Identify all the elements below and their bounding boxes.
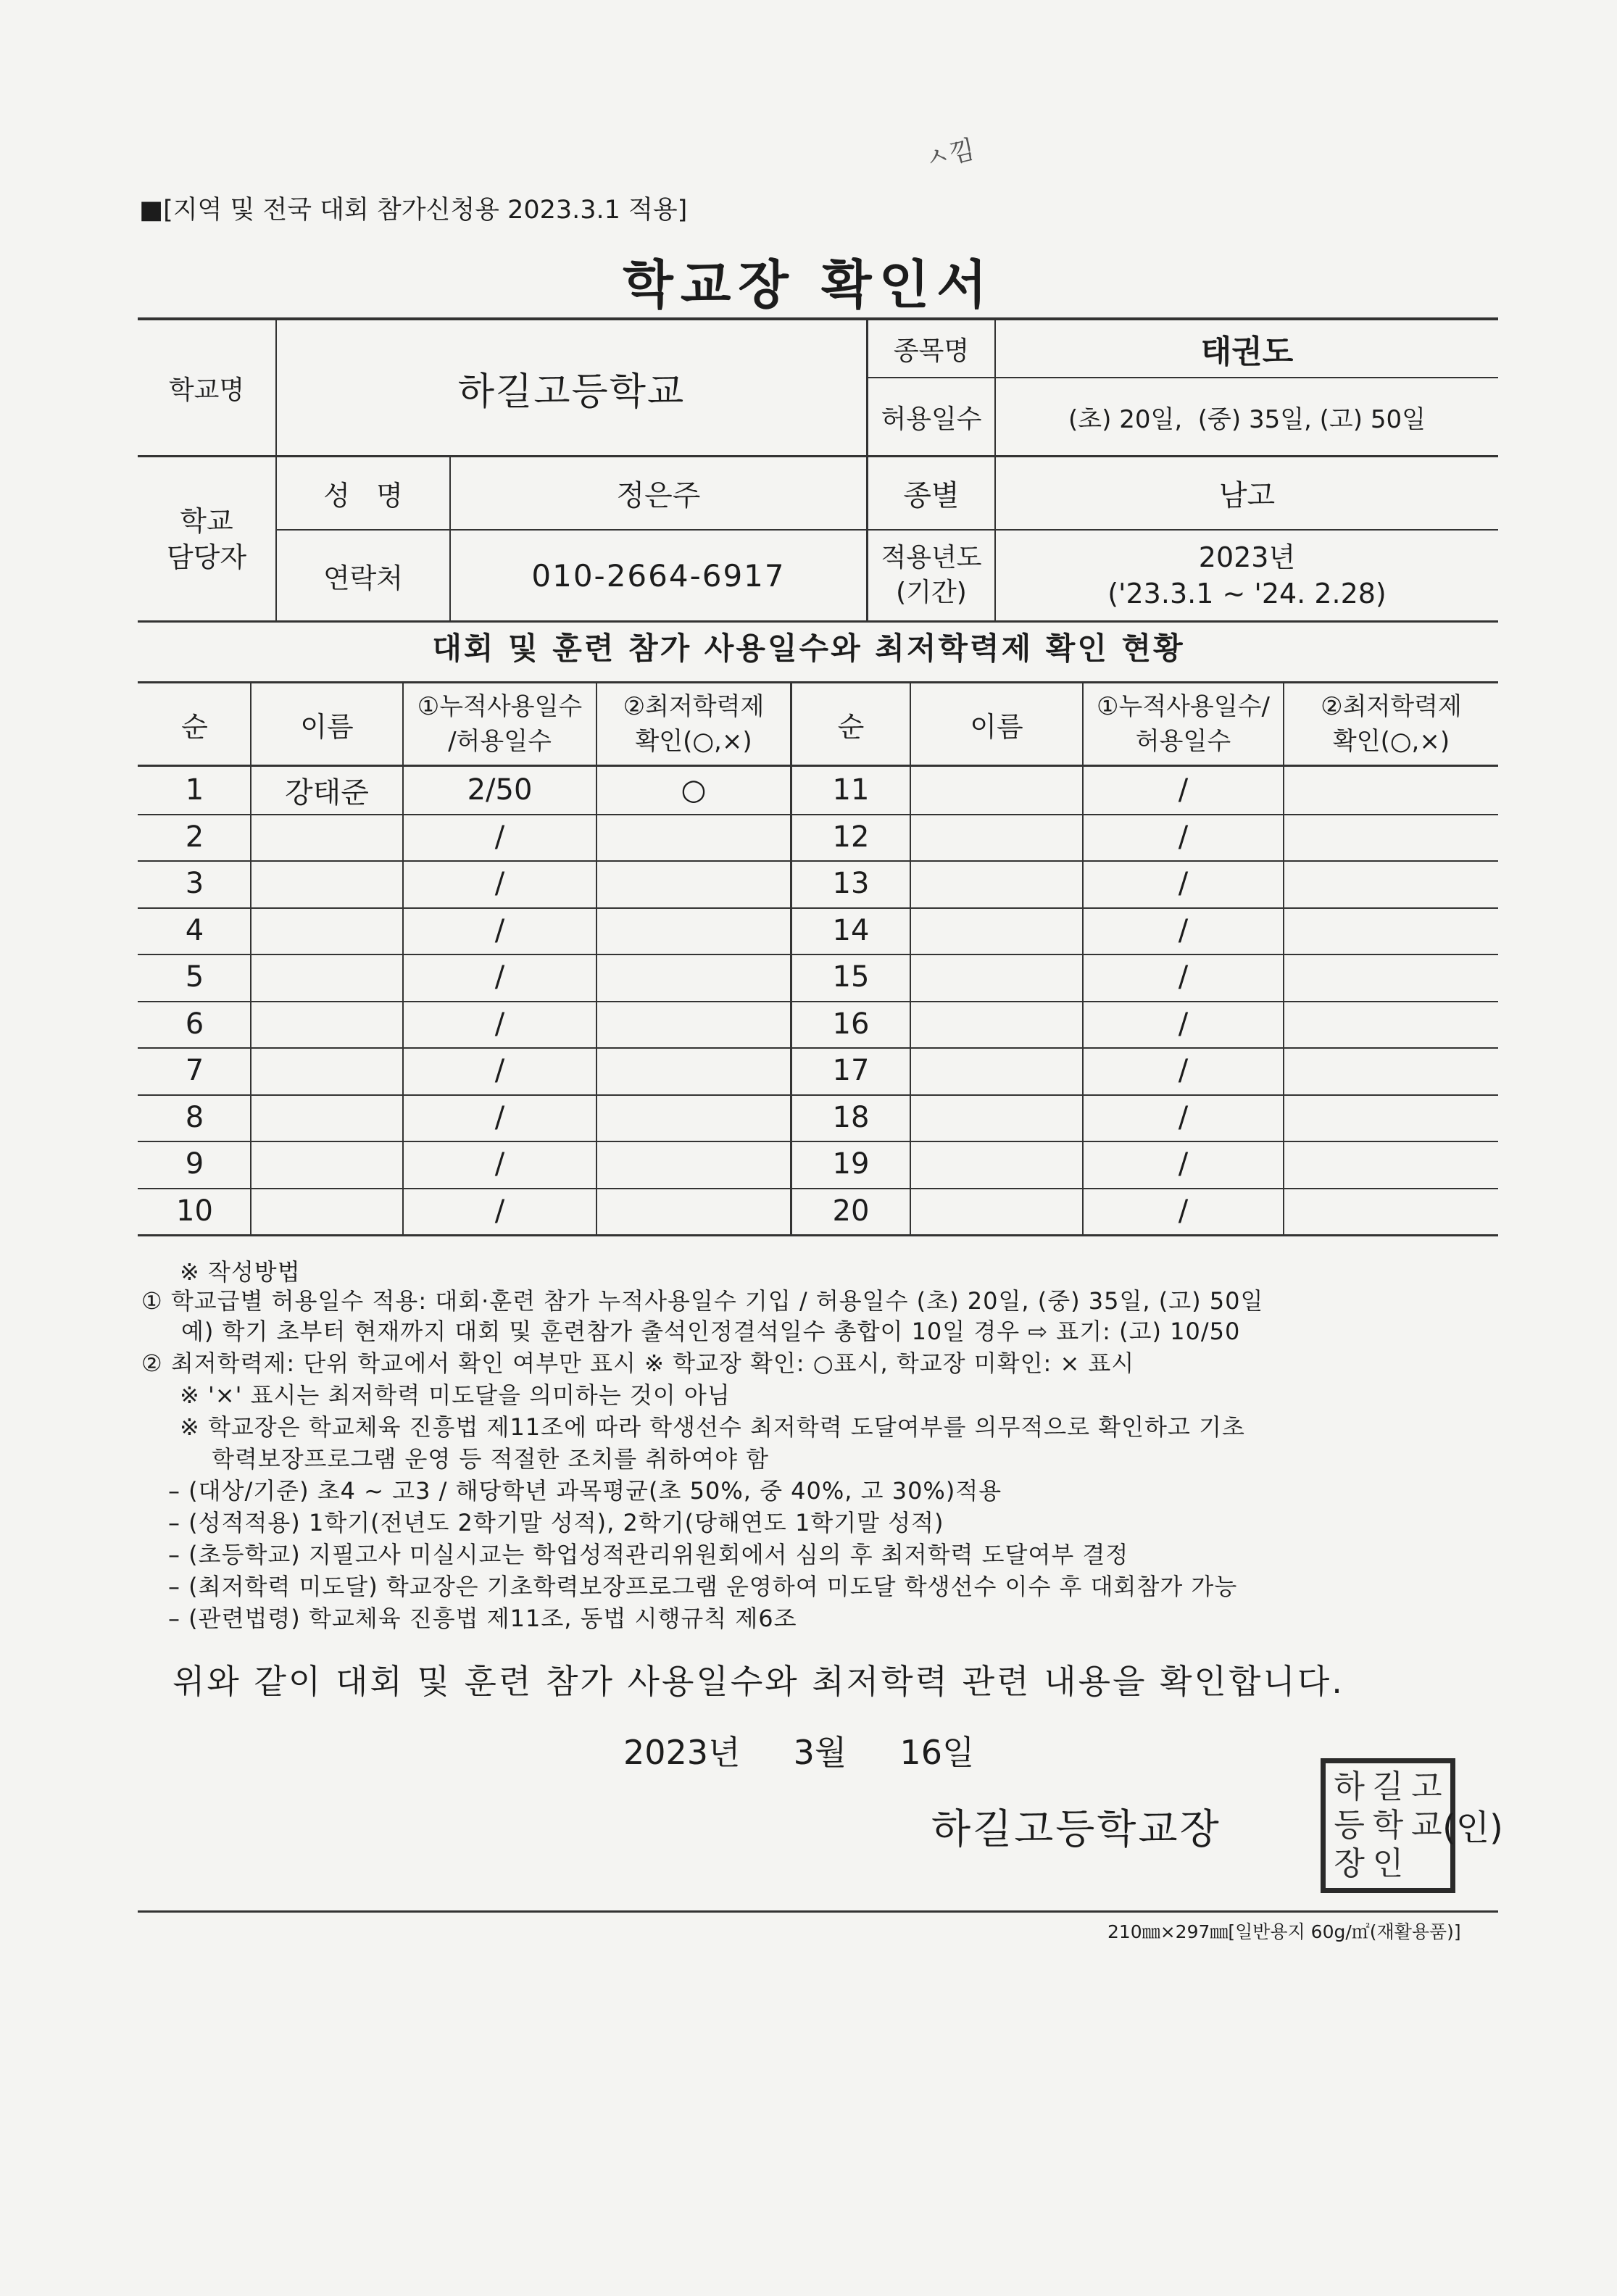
table-cell-check	[1284, 1188, 1498, 1235]
header-days-right-line1: ①누적사용일수/	[1097, 692, 1270, 721]
header-no-right: 순	[837, 710, 865, 743]
table-cell-name	[252, 954, 402, 1001]
table-cell-days: /	[1178, 913, 1189, 947]
table-cell-name	[252, 1094, 402, 1141]
table-row-line	[138, 1001, 790, 1002]
table-col-line	[596, 683, 597, 1234]
header-check-right-line2: 확인(○,×)	[1332, 727, 1450, 756]
table-cell-days: /	[1178, 960, 1189, 994]
table-cell-name	[252, 814, 402, 861]
table-row-line	[790, 1001, 1498, 1002]
contact-phone-label: 연락처	[323, 562, 404, 594]
table-cell-no: 9	[185, 1147, 204, 1181]
table-cell-no: 16	[832, 1007, 870, 1041]
table-cell-name	[911, 814, 1082, 861]
header-check-right	[1284, 683, 1498, 765]
category-label: 종별	[903, 479, 960, 512]
contact-group-label	[138, 457, 275, 620]
header-days-line1: ①누적사용일수	[417, 692, 583, 721]
header-days-line2: /허용일수	[448, 727, 552, 756]
table-cell-name	[252, 1141, 402, 1188]
table-cell-name	[911, 860, 1082, 907]
table-row-line	[790, 907, 1498, 909]
table-cell-days: 2/50	[467, 773, 533, 807]
table-cell-name	[911, 1094, 1082, 1141]
table-cell-name	[911, 1188, 1082, 1235]
table-cell-no: 2	[185, 820, 204, 854]
table-row-line	[790, 814, 1498, 815]
table-cell-name	[252, 860, 402, 907]
table-cell-check	[1284, 1047, 1498, 1094]
table-row-line	[790, 1141, 1498, 1142]
table-cell-check	[1284, 1094, 1498, 1141]
seal-suffix: (인)	[1442, 1808, 1503, 1848]
table-cell-name	[911, 954, 1082, 1001]
table-cell-check	[597, 814, 790, 861]
table-cell-days: /	[494, 960, 505, 994]
note-line: – (초등학교) 지필고사 미실시교는 학업성적관리위원회에서 심의 후 최저학력 도달여부 결정	[168, 1541, 1129, 1568]
table-cell-check	[1284, 1141, 1498, 1188]
table-cell-check	[1284, 814, 1498, 861]
seal-glyph: 등	[1334, 1806, 1365, 1844]
header-days-right-line2: 허용일수	[1135, 727, 1231, 756]
table-cell-check	[1284, 954, 1498, 1001]
allowed-days-value: (초) 20일, (중) 35일, (고) 50일	[1068, 404, 1426, 434]
sport-value: 태권도	[1200, 333, 1294, 370]
year-value-line2: ('23.3.1 ~ '24. 2.28)	[1107, 578, 1387, 610]
seal-glyph: 학	[1372, 1806, 1404, 1844]
table-cell-check	[1284, 907, 1498, 954]
table-cell-days: /	[494, 1100, 505, 1134]
confirmation-date: 2023년 3월 16일	[623, 1733, 975, 1772]
contact-phone-value: 010-2664-6917	[531, 557, 786, 594]
table-cell-name	[252, 1047, 402, 1094]
table-cell-no: 10	[176, 1194, 213, 1228]
table-cell-no: 4	[185, 913, 204, 947]
school-label: 학교명	[168, 375, 245, 405]
year-label-line2: (기간)	[896, 578, 967, 607]
table-top-border	[138, 681, 1498, 683]
table-cell-check	[597, 1047, 790, 1094]
table-cell-name	[252, 1001, 402, 1048]
confirmation-statement: 위와 같이 대회 및 훈련 참가 사용일수와 최저학력 관련 내용을 확인합니다.	[172, 1662, 1344, 1701]
table-col-line	[250, 683, 252, 1234]
note-line: ① 학교급별 허용일수 적용: 대회·훈련 참가 누적사용일수 기입 / 허용일수 (초) 20일, (중) 35일, (고) 50일	[141, 1287, 1264, 1315]
table-col-line	[402, 683, 404, 1234]
table-cell-days: /	[1178, 867, 1189, 901]
table-cell-check	[597, 954, 790, 1001]
table-cell-no: 20	[832, 1194, 870, 1228]
table-cell-no: 18	[832, 1100, 870, 1134]
contact-name-value: 정은주	[616, 479, 701, 512]
table-cell-days: /	[494, 820, 505, 854]
table-title: 대회 및 훈련 참가 사용일수와 최저학력제 확인 현황	[432, 631, 1185, 666]
table-row-line	[138, 954, 790, 955]
table-cell-name	[911, 1141, 1082, 1188]
table-row-line	[790, 860, 1498, 862]
table-col-line	[1082, 683, 1084, 1234]
header-name-right: 이름	[970, 710, 1023, 743]
table-row-line	[790, 1047, 1498, 1049]
table-cell-days: /	[1178, 1054, 1189, 1088]
note-line: – (대상/기준) 초4 ~ 고3 / 해당학년 과목평균(초 50%, 중 40%, 고 30%)적용	[168, 1477, 1002, 1505]
table-cell-no: 3	[185, 867, 204, 901]
table-cell-no: 1	[185, 773, 204, 807]
note-line: 학력보장프로그램 운영 등 적절한 조치를 취하여야 함	[212, 1445, 770, 1473]
table-cell-check: ○	[681, 773, 707, 807]
seal-glyph: 고	[1411, 1768, 1442, 1805]
table-col-line	[790, 683, 792, 1234]
table-cell-name	[911, 1001, 1082, 1048]
table-cell-days: /	[1178, 1007, 1189, 1041]
table-cell-no: 14	[832, 913, 870, 947]
table-cell-name	[911, 907, 1082, 954]
table-cell-check	[597, 1188, 790, 1235]
seal-glyph: 교	[1411, 1806, 1442, 1844]
table-cell-days: /	[494, 1054, 505, 1088]
document-title: 학교장 확인서	[623, 254, 994, 315]
table-col-line	[910, 683, 911, 1234]
table-cell-check	[597, 1001, 790, 1048]
paper-spec: 210㎜×297㎜[일반용지 60g/㎡(재활용품)]	[1107, 1921, 1461, 1942]
header-no: 순	[181, 710, 208, 743]
table-cell-no: 15	[832, 960, 870, 994]
table-cell-name	[911, 767, 1082, 814]
header-days-right	[1084, 683, 1283, 765]
school-name: 하길고등학교	[457, 370, 686, 414]
table-cell-check	[1284, 767, 1498, 814]
table-cell-name: 강태준	[285, 775, 369, 810]
contact-group-label-line2: 담당자	[166, 541, 247, 573]
note-line: 예) 학기 초부터 현재까지 대회 및 훈련참가 출석인정결석일수 총합이 10일 경우 ⇨ 표기: (고) 10/50	[181, 1318, 1241, 1345]
table-header-border	[138, 765, 1498, 767]
table-row-line	[138, 1047, 790, 1049]
table-cell-check	[1284, 1001, 1498, 1048]
table-bottom-border	[138, 1234, 1498, 1236]
notes-heading: ※ 작성방법	[180, 1258, 301, 1286]
table-cell-days: /	[1178, 773, 1189, 807]
year-label	[868, 531, 994, 620]
table-row-line	[138, 814, 790, 815]
table-cell-no: 6	[185, 1007, 204, 1041]
table-cell-days: /	[1178, 820, 1189, 854]
year-value	[996, 531, 1498, 620]
seal-glyph: 하	[1334, 1768, 1365, 1805]
official-seal	[1321, 1758, 1455, 1893]
seal-glyph: 인	[1372, 1845, 1404, 1883]
header-check-line1: ②최저학력제	[623, 692, 765, 721]
handwritten-mark: ㅅ낌	[922, 135, 978, 175]
table-cell-name	[252, 1188, 402, 1235]
table-cell-check	[1284, 860, 1498, 907]
table-row-line	[790, 1094, 1498, 1096]
header-check-line2: 확인(○,×)	[635, 727, 752, 756]
table-cell-no: 12	[832, 820, 870, 854]
table-cell-check	[597, 1141, 790, 1188]
sport-label: 종목명	[893, 336, 970, 366]
header-check	[597, 683, 790, 765]
table-cell-days: /	[1178, 1194, 1189, 1228]
allowed-days-label: 허용일수	[881, 404, 982, 434]
table-cell-no: 11	[832, 773, 870, 807]
info-bottom-border	[138, 620, 1498, 623]
table-cell-days: /	[494, 867, 505, 901]
table-cell-days: /	[494, 1194, 505, 1228]
table-cell-check	[597, 1094, 790, 1141]
year-value-line1: 2023년	[1198, 541, 1296, 573]
table-row-line	[138, 1141, 790, 1142]
table-cell-name	[252, 907, 402, 954]
table-cell-no: 17	[832, 1054, 870, 1088]
note-line: ※ 학교장은 학교체육 진흥법 제11조에 따라 학생선수 최저학력 도달여부를 의무적으로 확인하고 기초	[180, 1413, 1245, 1441]
principal-name: 하길고등학교장	[931, 1806, 1221, 1853]
table-cell-no: 7	[185, 1054, 204, 1088]
year-label-line1: 적용년도	[881, 543, 982, 573]
table-row-line	[138, 907, 790, 909]
table-cell-days: /	[1178, 1147, 1189, 1181]
category-value: 남고	[1218, 479, 1276, 512]
table-cell-days: /	[494, 1147, 505, 1181]
note-line: – (관련법령) 학교체육 진흥법 제11조, 동법 시행규칙 제6조	[168, 1605, 797, 1632]
note-line: ※ '×' 표시는 최저학력 미도달을 의미하는 것이 아님	[180, 1381, 731, 1409]
header-days	[404, 683, 596, 765]
table-cell-check	[597, 860, 790, 907]
table-row-line	[138, 860, 790, 862]
table-cell-no: 19	[832, 1147, 870, 1181]
note-line: – (성적적용) 1학기(전년도 2학기말 성적), 2학기(당해연도 1학기말 성적)	[168, 1509, 944, 1536]
seal-glyph: 길	[1372, 1768, 1404, 1805]
table-cell-days: /	[494, 1007, 505, 1041]
seal-glyph: 장	[1334, 1845, 1365, 1883]
table-row-line	[790, 954, 1498, 955]
table-cell-days: /	[494, 913, 505, 947]
note-line: ② 최저학력제: 단위 학교에서 확인 여부만 표시 ※ 학교장 확인: ○표시, 학교장 미확인: × 표시	[141, 1349, 1135, 1377]
header-note: ■[지역 및 전국 대회 참가신청용 2023.3.1 적용]	[139, 196, 688, 225]
table-cell-no: 13	[832, 867, 870, 901]
table-row-line	[138, 1188, 790, 1189]
table-row-line	[790, 1188, 1498, 1189]
table-cell-name	[911, 1047, 1082, 1094]
table-cell-days: /	[1178, 1100, 1189, 1134]
header-check-right-line1: ②최저학력제	[1321, 692, 1462, 721]
note-line: – (최저학력 미도달) 학교장은 기초학력보장프로그램 운영하여 미도달 학생선수 이수 후 대회참가 가능	[168, 1573, 1238, 1600]
header-name: 이름	[300, 710, 354, 743]
table-cell-no: 8	[185, 1100, 204, 1134]
contact-group-label-line1: 학교	[180, 504, 233, 537]
contact-name-label: 성 명	[323, 480, 403, 512]
footer-rule	[138, 1910, 1498, 1913]
table-cell-no: 5	[185, 960, 204, 994]
table-cell-check	[597, 907, 790, 954]
table-row-line	[138, 1094, 790, 1096]
table-col-line	[1283, 683, 1284, 1234]
